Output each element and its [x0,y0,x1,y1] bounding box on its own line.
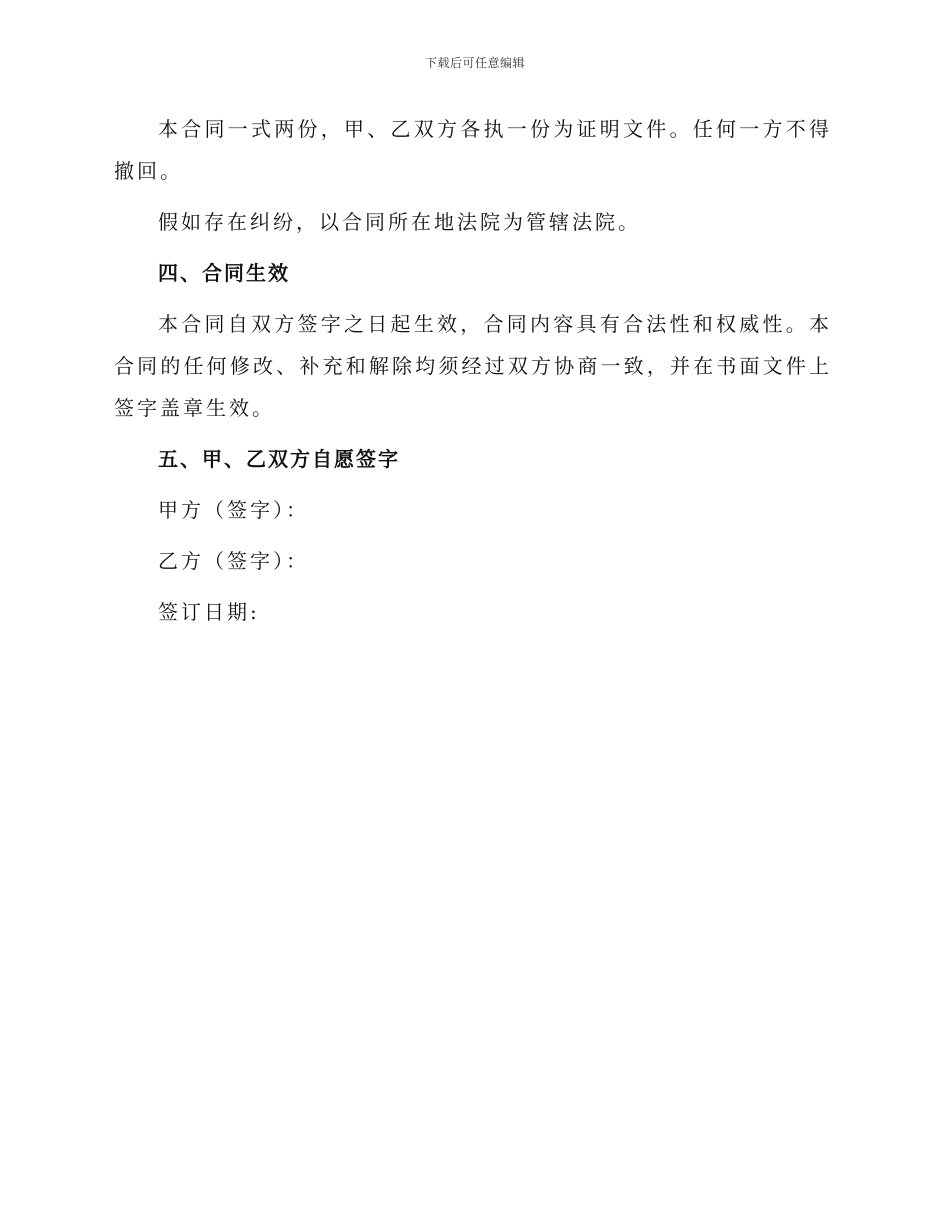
page-header: 下载后可任意编辑 [424,56,525,70]
paragraph-dispute: 假如存在纠纷，以合同所在地法院为管辖法院。 [158,210,641,234]
document-body [114,108,832,642]
signature-party-a: 甲方（签字）： [158,498,309,522]
section-heading-signatures: 五、甲、乙双方自愿签字 [158,447,400,471]
signature-party-b: 乙方（签字）： [158,549,309,573]
paragraph-effect: 本合同自双方签字之日起生效，合同内容具有合法性和权威性。本合同的任何修改、补充和解除均须经过双方协商一致，并在书面文件上签字盖章生效。 [114,312,832,420]
signature-date: 签订日期: [158,600,260,624]
section-heading-effect: 四、合同生效 [158,261,290,285]
paragraph-copies: 本合同一式两份，甲、乙双方各执一份为证明文件。任何一方不得撤回。 [114,117,832,183]
